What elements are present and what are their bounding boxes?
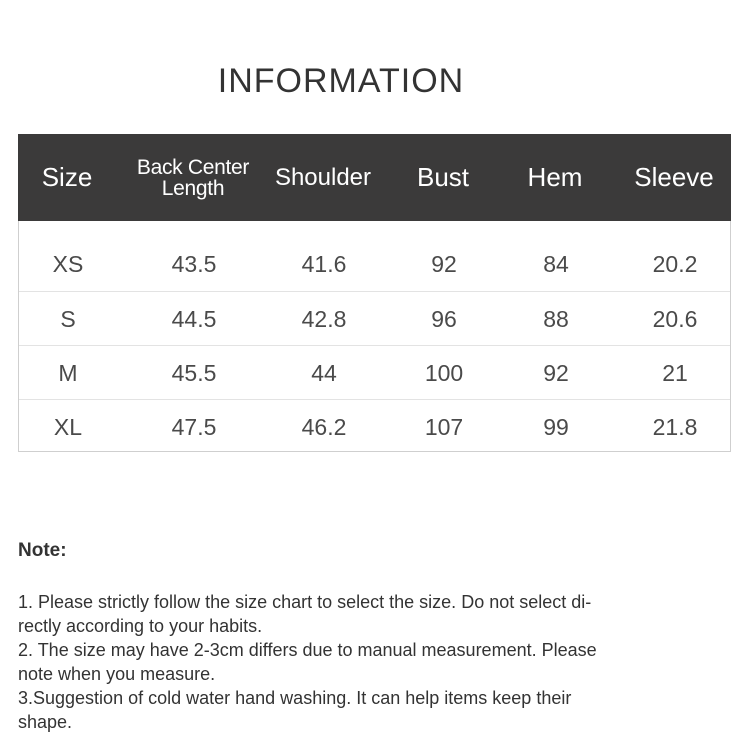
- cell-hem: 88: [543, 305, 569, 332]
- cell-hem: 84: [543, 250, 569, 277]
- cell-back-center-length: 44.5: [171, 305, 217, 332]
- header-hem: Hem: [527, 162, 583, 192]
- size-chart-table: [18, 134, 731, 452]
- note-line: shape.: [18, 712, 73, 732]
- cell-size: XS: [52, 250, 84, 277]
- cell-bust: 107: [424, 413, 464, 440]
- table-row: [19, 237, 730, 291]
- cell-bust: 92: [431, 250, 457, 277]
- notes-section: [18, 540, 718, 734]
- cell-sleeve: 21.8: [652, 413, 698, 440]
- note-line: 3.Suggestion of cold water hand washing. It can help items keep their: [18, 688, 572, 708]
- cell-hem: 92: [543, 359, 569, 386]
- cell-shoulder: 41.6: [301, 250, 347, 277]
- table-header: [18, 134, 731, 221]
- header-back-center-length: [133, 134, 253, 221]
- header-size: Size: [41, 162, 93, 192]
- table-row: [19, 345, 730, 400]
- cell-back-center-length: 43.5: [171, 250, 217, 277]
- note-line: 1. Please strictly follow the size chart to select the size. Do not select di-: [18, 592, 592, 612]
- cell-shoulder: 42.8: [301, 305, 347, 332]
- cell-shoulder: 46.2: [301, 413, 347, 440]
- header-back-center-line2: Length: [161, 176, 225, 200]
- note-line: note when you measure.: [18, 664, 216, 684]
- cell-sleeve: 20.2: [652, 250, 698, 277]
- page-title: INFORMATION: [217, 62, 465, 100]
- note-line: 2. The size may have 2-3cm differs due to manual measurement. Please: [18, 640, 597, 660]
- table-row: [19, 291, 730, 346]
- cell-size: M: [58, 359, 78, 386]
- cell-back-center-length: 45.5: [171, 359, 217, 386]
- cell-back-center-length: 47.5: [171, 413, 217, 440]
- cell-shoulder: 44: [311, 359, 337, 386]
- cell-sleeve: 20.6: [652, 305, 698, 332]
- cell-bust: 100: [424, 359, 464, 386]
- header-sleeve: Sleeve: [634, 162, 714, 192]
- cell-size: S: [60, 305, 76, 332]
- cell-size: XL: [53, 413, 83, 440]
- note-line: rectly according to your habits.: [18, 616, 263, 636]
- cell-bust: 96: [431, 305, 457, 332]
- header-shoulder: Shoulder: [274, 163, 372, 191]
- cell-hem: 99: [543, 413, 569, 440]
- header-bust: Bust: [416, 162, 470, 192]
- table-row: [19, 399, 730, 454]
- header-back-center-line1: Back Center: [136, 155, 250, 179]
- cell-sleeve: 21: [662, 359, 688, 386]
- note-title: Note:: [18, 540, 67, 561]
